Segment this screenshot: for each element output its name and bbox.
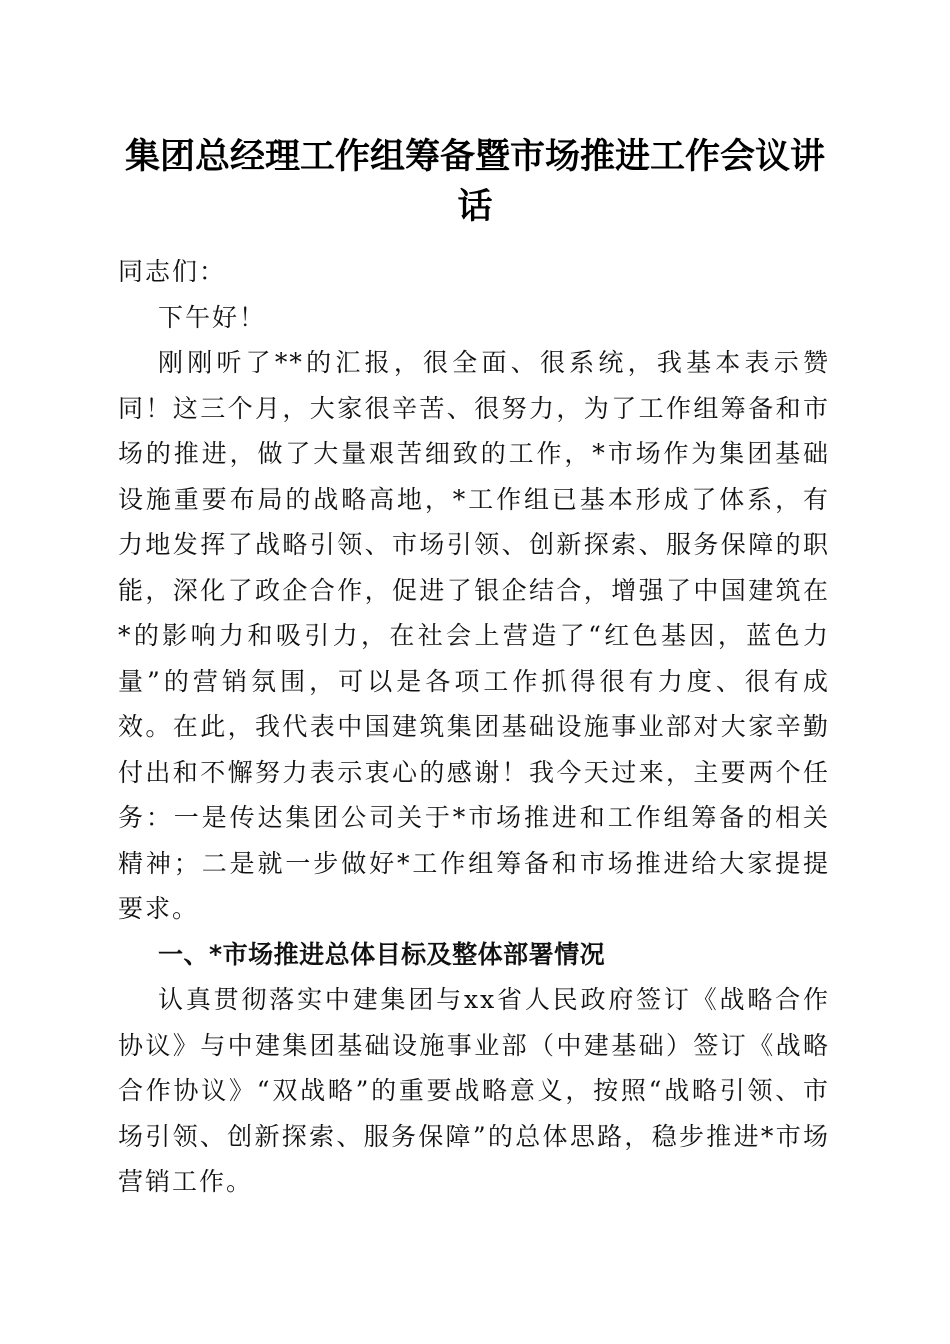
section-heading: 一、*市场推进总体目标及整体部署情况 (158, 939, 606, 969)
greeting: 下午好！ (158, 302, 267, 332)
paragraph-strategy: 认真贯彻落实中建集团与xx省人民政府签订《战略合作协议》与中建集团基础设施事业部（中建基础）签订《战略合作协议》“双战略”的重要战略意义，按照“战略引领、市场引领、创新探索、服务保障”的总体思路，稳步推进*市场营销工作。 (118, 985, 830, 1196)
paragraph-opening: 刚刚听了**的汇报，很全面、很系统，我基本表示赞同！这三个月，大家很辛苦、很努力，为了工作组筹备和市场的推进，做了大量艰苦细致的工作，*市场作为集团基础设施重要布局的战略高地，*工作组已基本形成了体系，有力地发挥了战略引领、市场引领、创新探索、服务保障的职能，深化了政企合作，促进了银企结合，增强了中国建筑在*的影响力和吸引力，在社会上营造了“红色基因，蓝色力量”的营销氛围，可以是各项工作抓得很有力度、很有成效。在此，我代表中国建筑集团基础设施事业部对大家辛勤付出和不懈努力表示衷心的感谢！我今天过来，主要两个任务：一是传达集团公司关于*市场推进和工作组筹备的相关精神；二是就一步做好*工作组筹备和市场推进给大家提提要求。 (118, 348, 830, 923)
document-title: 集团总经理工作组筹备暨市场推进工作会议讲话 (124, 136, 825, 227)
salutation: 同志们： (118, 257, 227, 286)
document-body (118, 249, 830, 1205)
